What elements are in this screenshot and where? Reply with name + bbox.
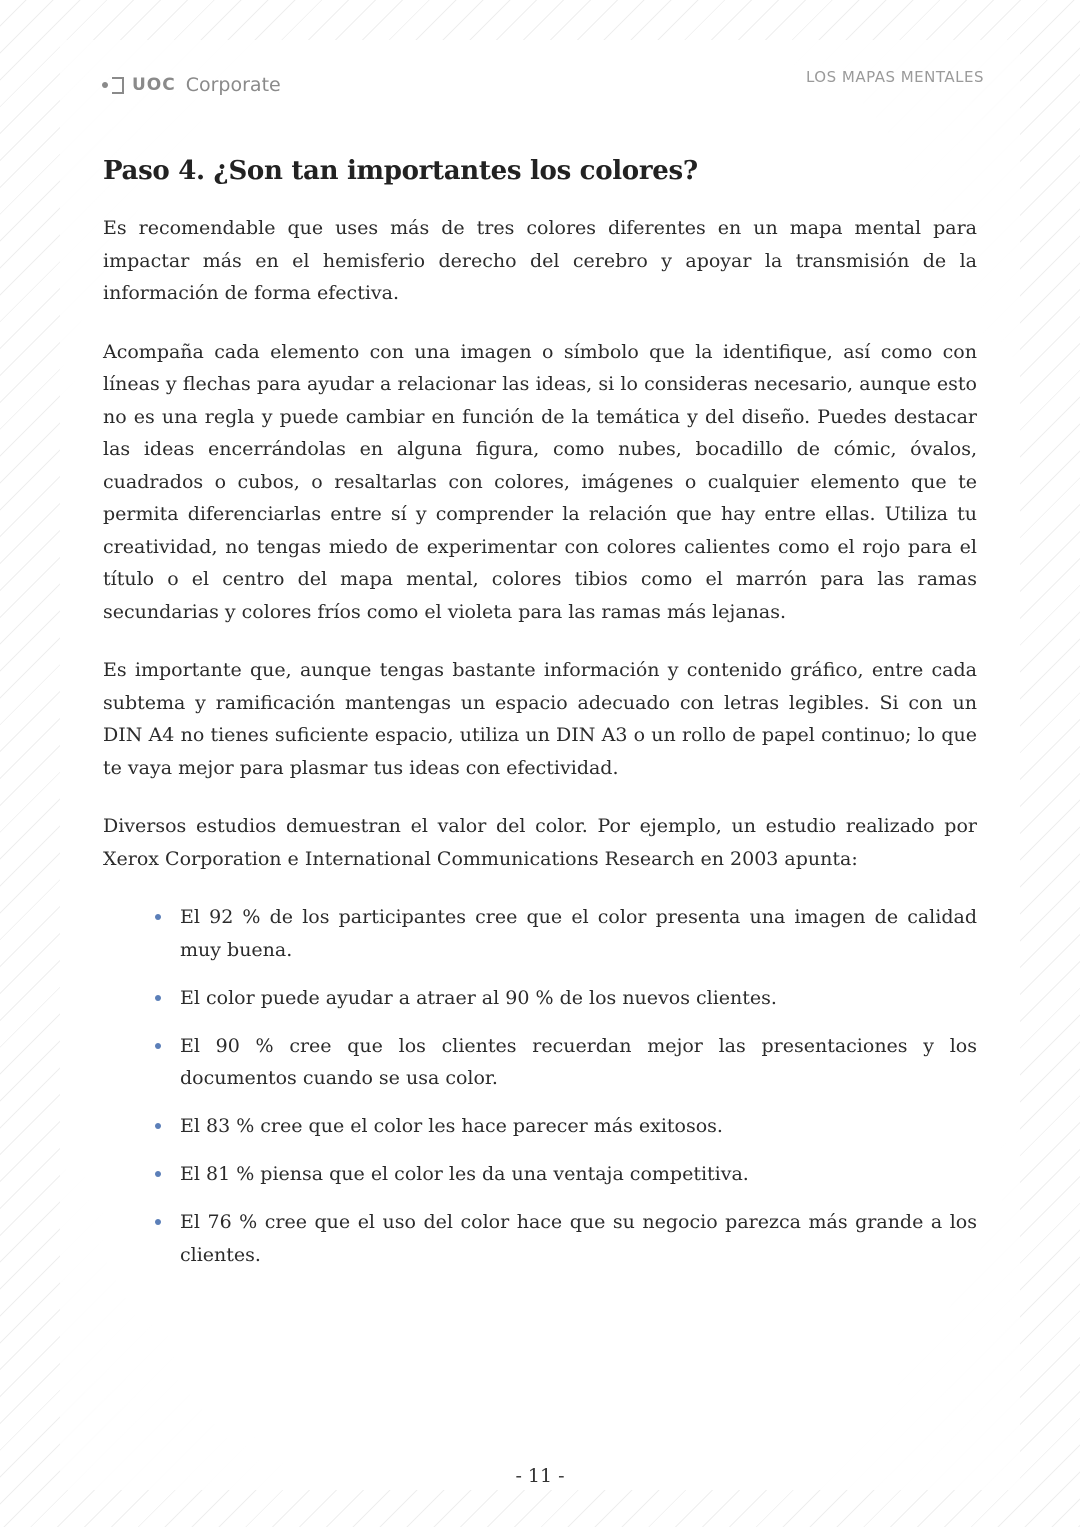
running-title: LOS MAPAS MENTALES [805,68,984,86]
list-item-text: El 83 % cree que el color les hace parecer más exitosos. [180,1115,723,1137]
uoc-corporate-logo [102,74,281,96]
paragraph: Acompaña cada elemento con una imagen o símbolo que la identifique, así como con líneas y flechas para ayudar a relacionar las ideas, si lo consideras necesario, aunque esto no es una regla y puede cambiar en función de la temática y del diseño. Puedes destacar las ideas encerrándolas en alguna figura, como nubes, bocadillo de cómic, óvalos, cuadrados o cubos, o resaltarlas con colores, imágenes o cualquier elemento que te permita diferenciarlas entre sí y comprender la relación que hay entre ellas. Utiliza tu creatividad, no tengas miedo de experimentar con colores calientes como el rojo para el título o el centro del mapa mental, colores tibios como el marrón para las ramas secundarias y colores fríos como el violeta para las ramas más lejanas. [103,340,977,623]
bullet-icon [155,995,161,1001]
list-item [180,1206,977,1271]
list-item-text: El 76 % cree que el uso del color hace que su negocio parezca más grande a los clientes. [180,1211,977,1266]
list-item-text: El color puede ayudar a atraer al 90 % de los nuevos clientes. [180,986,777,1009]
list-item [180,1158,977,1191]
statistics-list [103,901,977,1271]
list-item-text: El 90 % cree que los clientes recuerdan mejor las presentaciones y los documentos cuando se usa color. [180,1034,977,1089]
bullet-icon [155,1043,161,1049]
bullet-icon [155,914,161,920]
bullet-icon [155,1123,161,1129]
bullet-icon [155,1171,161,1177]
list-item [180,901,977,966]
paragraph: Es importante que, aunque tengas bastante información y contenido gráfico, entre cada subtema y ramificación mantengas un espacio adecuado con letras legibles. Si con un DIN A4 no tienes suficiente espacio, utiliza un DIN A3 o un rollo de papel continuo; lo que te vaya mejor para plasmar tus ideas con efectividad. [103,659,977,779]
bullet-icon [155,1219,161,1225]
list-item-text: El 81 % piensa que el color les da una ventaja competitiva. [180,1163,749,1185]
list-item-text: El 92 % de los participantes cree que el color presenta una imagen de calidad muy buena. [180,906,977,961]
main-content [103,156,977,1287]
list-item [180,1110,977,1143]
logo-bracket-icon [112,77,124,94]
paragraph: Diversos estudios demuestran el valor del color. Por ejemplo, un estudio realizado por Xerox Corporation e International Communications Research en 2003 apunta: [103,815,977,870]
section-title: Paso 4. ¿Son tan importantes los colores? [103,156,698,186]
logo-brand: UOC [132,75,176,95]
logo-text: Corporate [185,74,281,96]
list-item [180,1030,977,1095]
paragraph: Es recomendable que uses más de tres colores diferentes en un mapa mental para impactar más en el hemisferio derecho del cerebro y apoyar la transmisión de la información de forma efectiva. [103,217,977,304]
logo-dot-icon [102,82,108,88]
page-number: - 11 - [515,1465,565,1487]
list-item [180,982,977,1015]
